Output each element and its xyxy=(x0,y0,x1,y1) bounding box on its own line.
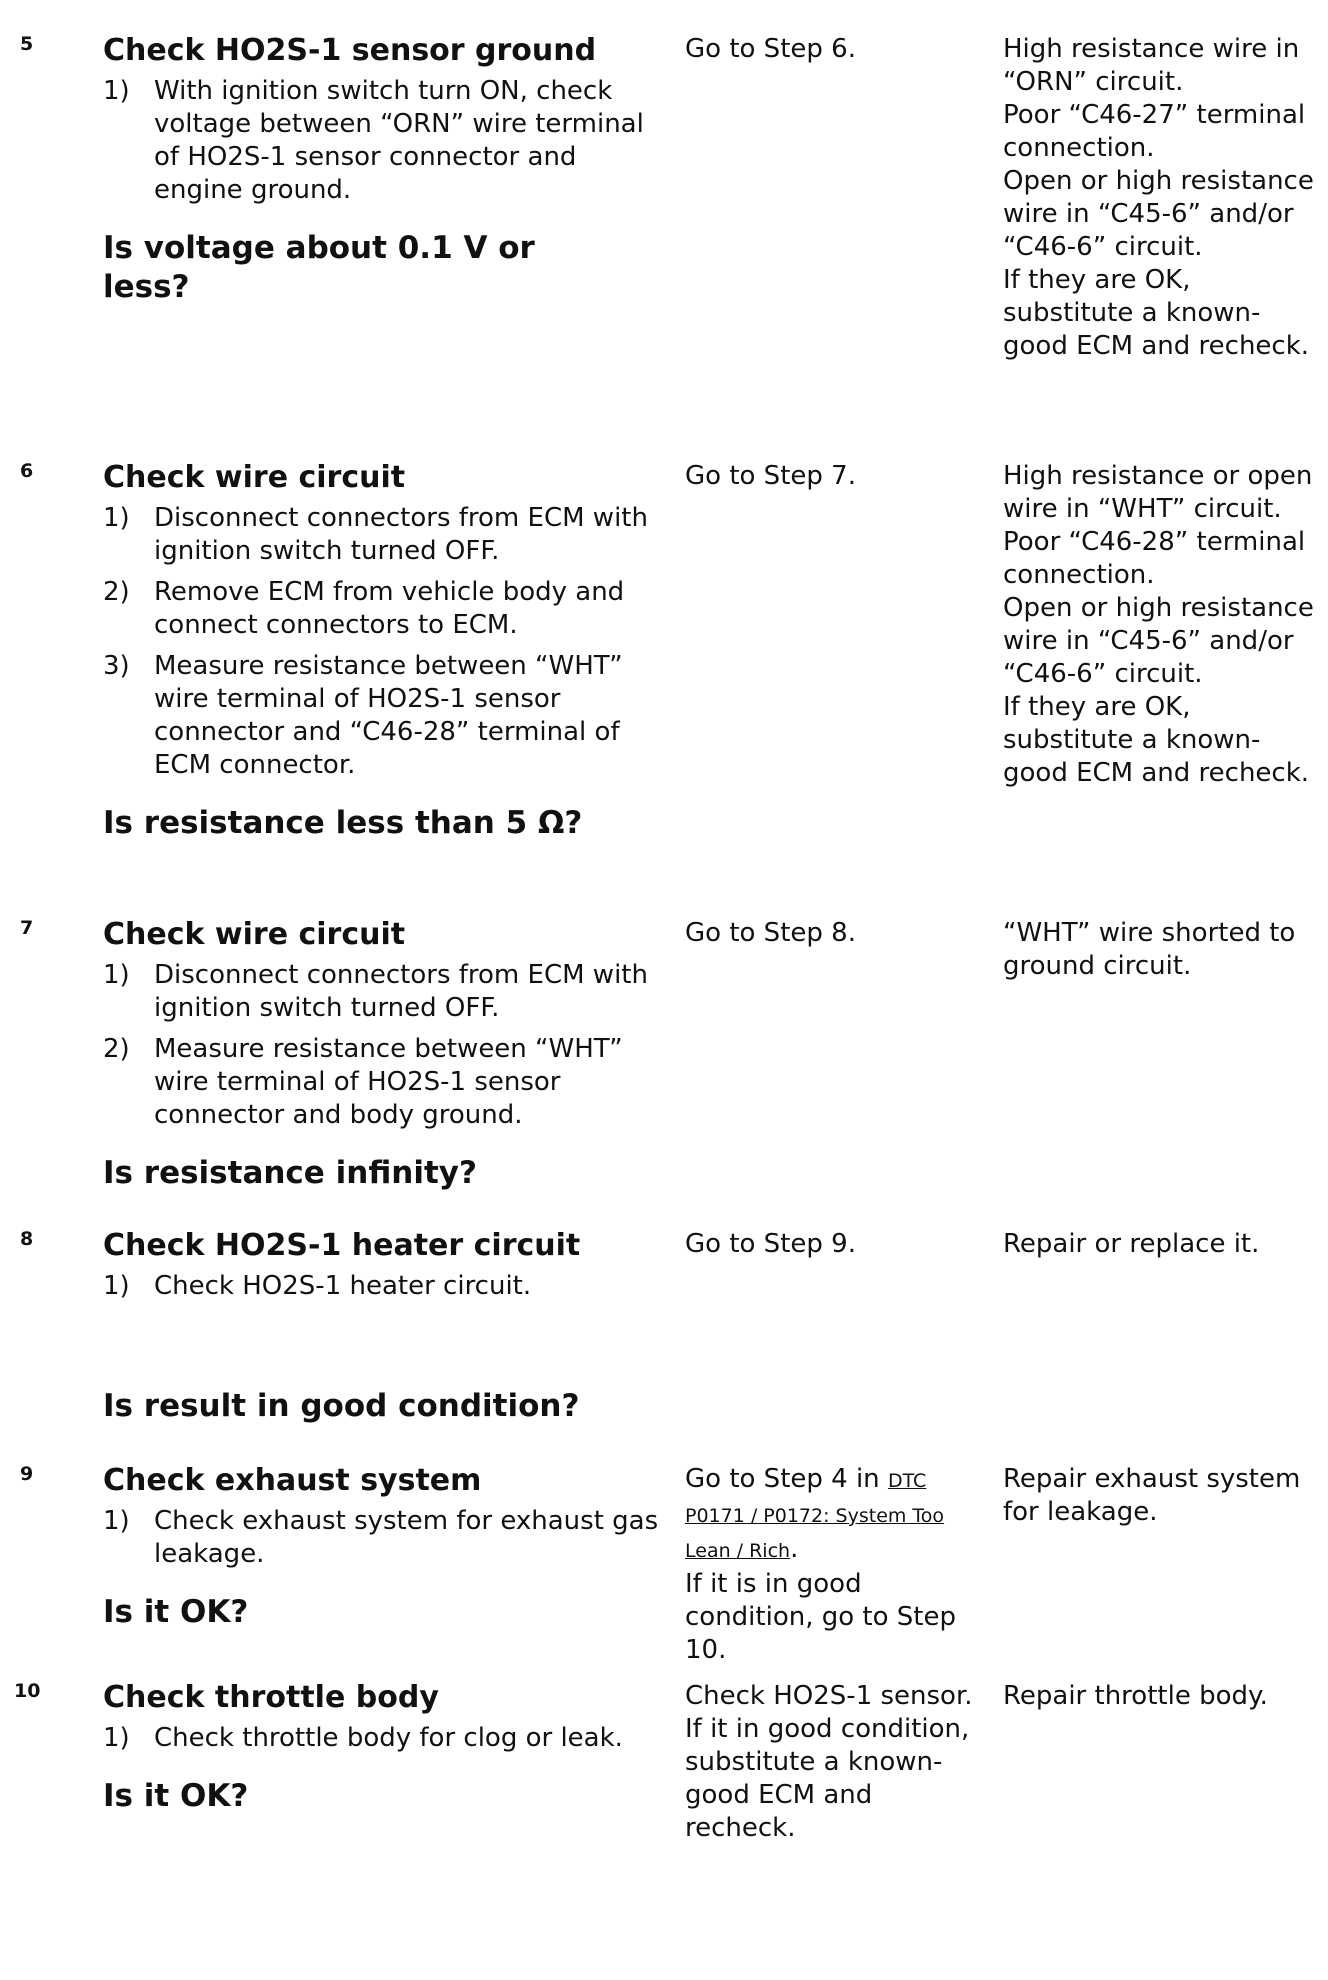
no-result-line: “WHT” wire shorted to ground circuit. xyxy=(1003,918,1296,981)
sub-step-number: 1) xyxy=(103,1506,130,1536)
yes-result xyxy=(685,1680,980,1845)
sub-step-list xyxy=(103,1270,673,1303)
step-number: 5 xyxy=(20,33,34,55)
step-question: Is resistance less than 5 Ω? xyxy=(103,805,583,841)
sub-step-number: 2) xyxy=(103,1034,130,1064)
sub-step-number: 1) xyxy=(103,960,130,990)
step-action xyxy=(103,33,673,307)
yes-result-suffix: . xyxy=(790,1534,799,1564)
no-result-line: Poor “C46-28” terminal connection. xyxy=(1003,527,1306,590)
no-result-line: Repair or replace it. xyxy=(1003,1229,1260,1259)
sub-step-list xyxy=(103,1722,673,1755)
sub-step xyxy=(103,502,673,568)
sub-step xyxy=(103,650,673,782)
no-result xyxy=(1003,917,1323,983)
sub-step-number: 1) xyxy=(103,1723,130,1753)
no-result-line: Repair exhaust system for leakage. xyxy=(1003,1464,1301,1527)
no-result-line: If they are OK, substitute a known-good ECM and recheck. xyxy=(1003,692,1310,788)
yes-result: Go to Step 9. xyxy=(685,1229,856,1259)
sub-step-text: Check HO2S-1 heater circuit. xyxy=(154,1271,532,1301)
sub-step xyxy=(103,1505,673,1571)
step-title: Check exhaust system xyxy=(103,1463,482,1498)
sub-step-text: Disconnect connectors from ECM with ignition switch turned OFF. xyxy=(154,960,648,1023)
no-result-line: Open or high resistance wire in “C45-6” and/or “C46-6” circuit. xyxy=(1003,166,1314,262)
no-result xyxy=(1003,1463,1323,1529)
step-question: Is it OK? xyxy=(103,1594,249,1630)
step-question: Is result in good condition? xyxy=(103,1388,580,1424)
step-question: Is it OK? xyxy=(103,1778,249,1814)
sub-step-text: With ignition switch turn ON, check voltage between “ORN” wire terminal of HO2S-1 sensor connector and engine ground. xyxy=(154,76,644,205)
yes-result-extra: If it is in good condition, go to Step 10. xyxy=(685,1569,956,1665)
no-result-line: Poor “C46-27” terminal connection. xyxy=(1003,100,1306,163)
sub-step-list xyxy=(103,502,673,782)
sub-step-number: 1) xyxy=(103,1271,130,1301)
step-number: 10 xyxy=(14,1680,41,1702)
step-action xyxy=(103,460,673,843)
step-action xyxy=(103,1680,673,1816)
no-result-line: Repair throttle body. xyxy=(1003,1681,1268,1711)
no-result xyxy=(1003,460,1323,790)
step-title: Check throttle body xyxy=(103,1680,439,1715)
yes-result xyxy=(685,1463,980,1667)
sub-step xyxy=(103,959,673,1025)
no-result-line: Open or high resistance wire in “C45-6” and/or “C46-6” circuit. xyxy=(1003,593,1314,689)
yes-result-text: Go to Step 4 in xyxy=(685,1464,880,1494)
step-number: 9 xyxy=(20,1463,34,1485)
step-title: Check wire circuit xyxy=(103,460,406,495)
step-action xyxy=(103,1228,673,1426)
yes-result: Go to Step 6. xyxy=(685,34,856,64)
sub-step-text: Measure resistance between “WHT” wire terminal of HO2S-1 sensor connector and body ground. xyxy=(154,1034,623,1130)
sub-step-text: Measure resistance between “WHT” wire terminal of HO2S-1 sensor connector and “C46-28” terminal of ECM connector. xyxy=(154,651,623,780)
sub-step xyxy=(103,75,673,207)
sub-step-number: 1) xyxy=(103,76,130,106)
sub-step-text: Remove ECM from vehicle body and connect connectors to ECM. xyxy=(154,577,625,640)
sub-step-number: 2) xyxy=(103,577,130,607)
sub-step-text: Check exhaust system for exhaust gas leakage. xyxy=(154,1506,659,1569)
no-result xyxy=(1003,1228,1323,1261)
step-action xyxy=(103,1463,673,1632)
dtc-reference-link[interactable]: DTC P0171 / P0172: System Too Lean / Rich xyxy=(685,1470,945,1562)
sub-step-number: 1) xyxy=(103,503,130,533)
sub-step xyxy=(103,1033,673,1132)
yes-result: Go to Step 7. xyxy=(685,461,856,491)
no-result xyxy=(1003,33,1323,363)
step-question: Is voltage about 0.1 V or less? xyxy=(103,230,535,305)
step-title: Check wire circuit xyxy=(103,917,406,952)
step-action xyxy=(103,917,673,1193)
step-number: 6 xyxy=(20,460,34,482)
sub-step-text: Disconnect connectors from ECM with ignition switch turned OFF. xyxy=(154,503,648,566)
yes-result-extra: If it in good condition, substitute a known-good ECM and recheck. xyxy=(685,1714,970,1843)
sub-step-list xyxy=(103,959,673,1132)
step-title: Check HO2S-1 sensor ground xyxy=(103,33,597,68)
no-result xyxy=(1003,1680,1323,1713)
sub-step xyxy=(103,1270,673,1303)
no-result-line: High resistance or open wire in “WHT” circuit. xyxy=(1003,461,1313,524)
sub-step-number: 3) xyxy=(103,651,130,681)
yes-result: Go to Step 8. xyxy=(685,918,856,948)
no-result-line: High resistance wire in “ORN” circuit. xyxy=(1003,34,1300,97)
step-number: 7 xyxy=(20,917,34,939)
sub-step-text: Check throttle body for clog or leak. xyxy=(154,1723,623,1753)
yes-result-text: Check HO2S-1 sensor. xyxy=(685,1681,973,1711)
step-question: Is resistance infinity? xyxy=(103,1155,477,1191)
sub-step xyxy=(103,1722,673,1755)
no-result-line: If they are OK, substitute a known-good ECM and recheck. xyxy=(1003,265,1310,361)
sub-step-list xyxy=(103,1505,673,1571)
sub-step-list xyxy=(103,75,673,207)
sub-step xyxy=(103,576,673,642)
step-title: Check HO2S-1 heater circuit xyxy=(103,1228,581,1263)
step-number: 8 xyxy=(20,1228,34,1250)
